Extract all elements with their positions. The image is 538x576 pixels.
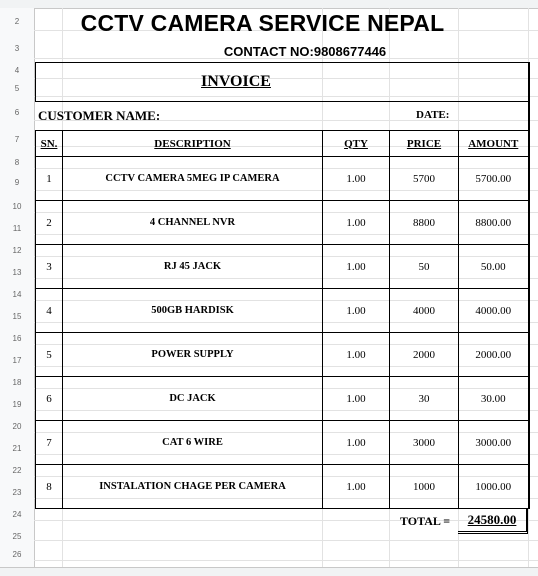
cell-sn: 8: [36, 465, 63, 509]
cell-amount: 5700.00: [459, 157, 529, 201]
row-number: 7: [14, 135, 20, 144]
row-number: 3: [14, 44, 20, 53]
cell-qty: 1.00: [323, 421, 390, 465]
cell-description: POWER SUPPLY: [63, 333, 323, 377]
row-number: 13: [12, 268, 22, 277]
customer-name-label: CUSTOMER NAME:: [38, 108, 161, 123]
cell-sn: 4: [36, 289, 63, 333]
cell-qty: 1.00: [323, 465, 390, 509]
cell-qty: 1.00: [323, 201, 390, 245]
cell-amount: 3000.00: [459, 421, 529, 465]
invoice-items-table: [35, 130, 530, 509]
gridline: [34, 540, 538, 541]
row-number: 12: [12, 246, 22, 255]
cell-price: 3000: [390, 421, 459, 465]
row-number: 18: [12, 378, 22, 387]
row-number: 5: [14, 84, 20, 93]
company-title: CCTV CAMERA SERVICE NEPAL: [80, 10, 445, 36]
table-row: [36, 201, 529, 245]
cell-amount: 8800.00: [459, 201, 529, 245]
row-number: 16: [12, 334, 22, 343]
cell-sn: 6: [36, 377, 63, 421]
cell-description: 500GB HARDISK: [63, 289, 323, 333]
cell-sn: 7: [36, 421, 63, 465]
column-header-description: DESCRIPTION: [63, 131, 323, 157]
cell-description: 4 CHANNEL NVR: [63, 201, 323, 245]
invoice-heading: INVOICE: [201, 73, 271, 90]
cell-amount: 2000.00: [459, 333, 529, 377]
cell-amount: 4000.00: [459, 289, 529, 333]
cell-sn: 5: [36, 333, 63, 377]
cell-price: 30: [390, 377, 459, 421]
table-row: [36, 377, 529, 421]
row-number: 25: [12, 532, 22, 541]
column-header-sn: SN.: [36, 131, 63, 157]
table-row: [36, 289, 529, 333]
row-number: 6: [14, 108, 20, 117]
row-number: 2: [14, 17, 20, 26]
cell-description: RJ 45 JACK: [63, 245, 323, 289]
row-number: 20: [12, 422, 22, 431]
cell-price: 4000: [390, 289, 459, 333]
row-number: 21: [12, 444, 22, 453]
cell-amount: 30.00: [459, 377, 529, 421]
cell-sn: 1: [36, 157, 63, 201]
cell-price: 1000: [390, 465, 459, 509]
table-row: [36, 465, 529, 509]
row-number: 19: [12, 400, 22, 409]
cell-sn: 3: [36, 245, 63, 289]
row-number: 24: [12, 510, 22, 519]
cell-description: CCTV CAMERA 5MEG IP CAMERA: [63, 157, 323, 201]
row-number: 15: [12, 312, 22, 321]
cell-amount: 50.00: [459, 245, 529, 289]
cell-qty: 1.00: [323, 377, 390, 421]
row-number: 4: [14, 66, 20, 75]
total-label: TOTAL =: [400, 514, 451, 528]
row-number: 23: [12, 488, 22, 497]
cell-qty: 1.00: [323, 289, 390, 333]
cell-price: 8800: [390, 201, 459, 245]
cell-price: 5700: [390, 157, 459, 201]
row-number: 8: [14, 158, 20, 167]
total-value: 24580.00: [458, 509, 528, 534]
column-header-qty: QTY: [323, 131, 390, 157]
row-number: 10: [12, 202, 22, 211]
table-row: [36, 245, 529, 289]
cell-description: DC JACK: [63, 377, 323, 421]
cell-qty: 1.00: [323, 333, 390, 377]
row-number: 14: [12, 290, 22, 299]
table-row: [36, 333, 529, 377]
contact-number: CONTACT NO:9808677446: [223, 44, 387, 59]
gridline: [34, 560, 538, 561]
cell-qty: 1.00: [323, 157, 390, 201]
cell-description: CAT 6 WIRE: [63, 421, 323, 465]
column-header-price: PRICE: [390, 131, 459, 157]
cell-qty: 1.00: [323, 245, 390, 289]
invoice-heading-box: [35, 62, 530, 102]
table-row: [36, 157, 529, 201]
table-row: [36, 421, 529, 465]
table-header-row: [36, 131, 529, 157]
row-number: 22: [12, 466, 22, 475]
row-header-bar: [0, 8, 35, 575]
column-header-amount: AMOUNT: [459, 131, 529, 157]
cell-price: 2000: [390, 333, 459, 377]
cell-price: 50: [390, 245, 459, 289]
row-number: 17: [12, 356, 22, 365]
row-number: 9: [14, 178, 20, 187]
date-label: DATE:: [416, 109, 450, 121]
cell-amount: 1000.00: [459, 465, 529, 509]
cell-sn: 2: [36, 201, 63, 245]
row-number: 11: [12, 224, 22, 233]
row-number: 26: [12, 550, 22, 559]
cell-description: INSTALATION CHAGE PER CAMERA: [63, 465, 323, 509]
